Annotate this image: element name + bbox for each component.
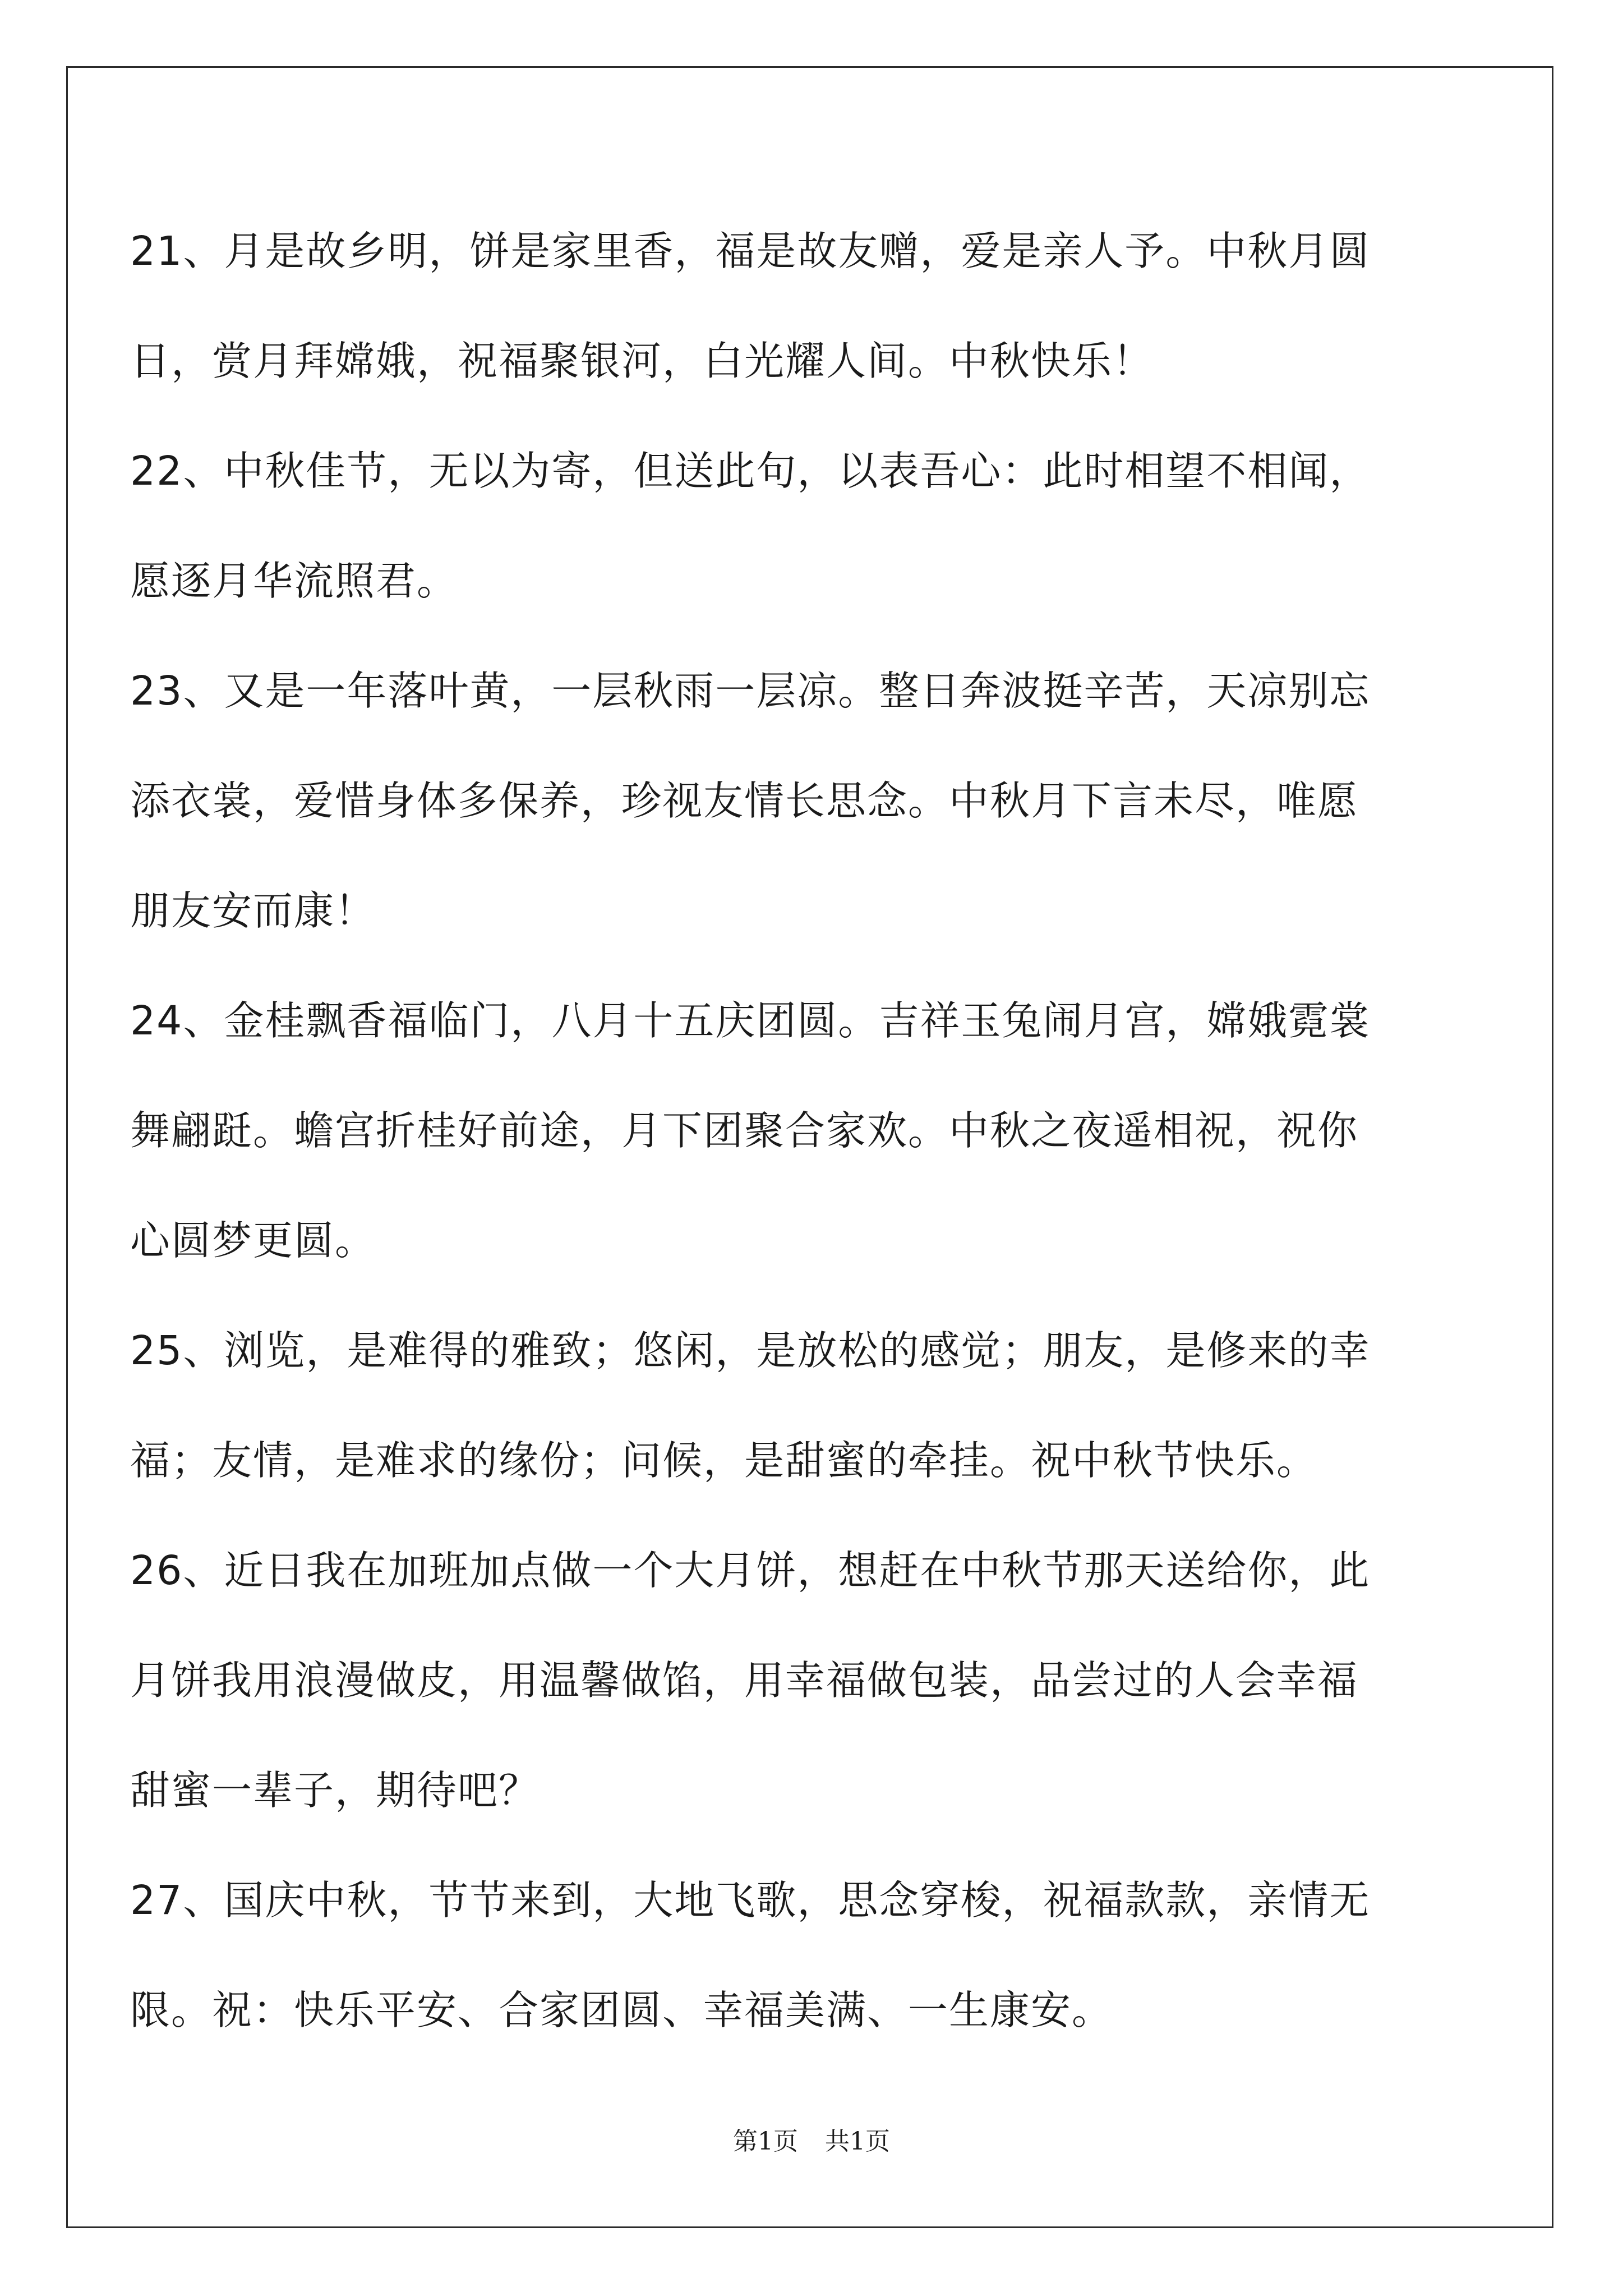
paragraph-27-line-2: 限。祝：快乐平安、合家团圆、幸福美满、一生康安。 [130,1987,1113,2033]
paragraph-26-line-3: 甜蜜一辈子，期待吧？ [130,1767,540,1814]
paragraph-26-line-1: 26、近日我在加班加点做一个大月饼，想赶在中秋节那天送给你，此 [130,1547,1371,1594]
paragraph-23-line-1: 23、又是一年落叶黄，一层秋雨一层凉。整日奔波挺辛苦，天凉别忘 [130,668,1371,714]
paragraph-21-line-1: 21、月是故乡明，饼是家里香，福是故友赠，爱是亲人予。中秋月圆 [130,228,1371,274]
paragraph-27-line-1: 27、国庆中秋，节节来到，大地飞歌，思念穿梭，祝福款款，亲情无 [130,1877,1371,1924]
paragraph-22-line-1: 22、中秋佳节，无以为寄，但送此句，以表吾心：此时相望不相闻， [130,448,1371,494]
page-total-label: 共1页 [825,2127,890,2156]
paragraph-26-line-2: 月饼我用浪漫做皮，用温馨做馅，用幸福做包装，品尝过的人会幸福 [130,1657,1359,1704]
paragraph-25-line-1: 25、浏览，是难得的雅致；悠闲，是放松的感觉；朋友，是修来的幸 [130,1327,1371,1374]
paragraph-23-line-2: 添衣裳，爱惜身体多保养，珍视友情长思念。中秋月下言未尽，唯愿 [130,777,1359,824]
paragraph-22-line-2: 愿逐月华流照君。 [130,558,458,604]
paragraph-24-line-2: 舞翩跹。蟾宫折桂好前途，月下团聚合家欢。中秋之夜遥相祝，祝你 [130,1107,1359,1154]
paragraph-25-line-2: 福；友情，是难求的缘份；问候，是甜蜜的牵挂。祝中秋节快乐。 [130,1437,1318,1484]
document-body [130,196,1487,2065]
paragraph-24-line-1: 24、金桂飘香福临门，八月十五庆团圆。吉祥玉兔闹月宫，嫦娥霓裳 [130,997,1371,1044]
paragraph-23-line-3: 朋友安而康！ [130,887,376,934]
paragraph-21-line-2: 日，赏月拜嫦娥，祝福聚银河，白光耀人间。中秋快乐！ [130,338,1154,384]
paragraph-24-line-3: 心圆梦更圆。 [130,1217,376,1264]
page-number-label: 第1页 [733,2127,798,2156]
page-footer [0,2125,1623,2159]
